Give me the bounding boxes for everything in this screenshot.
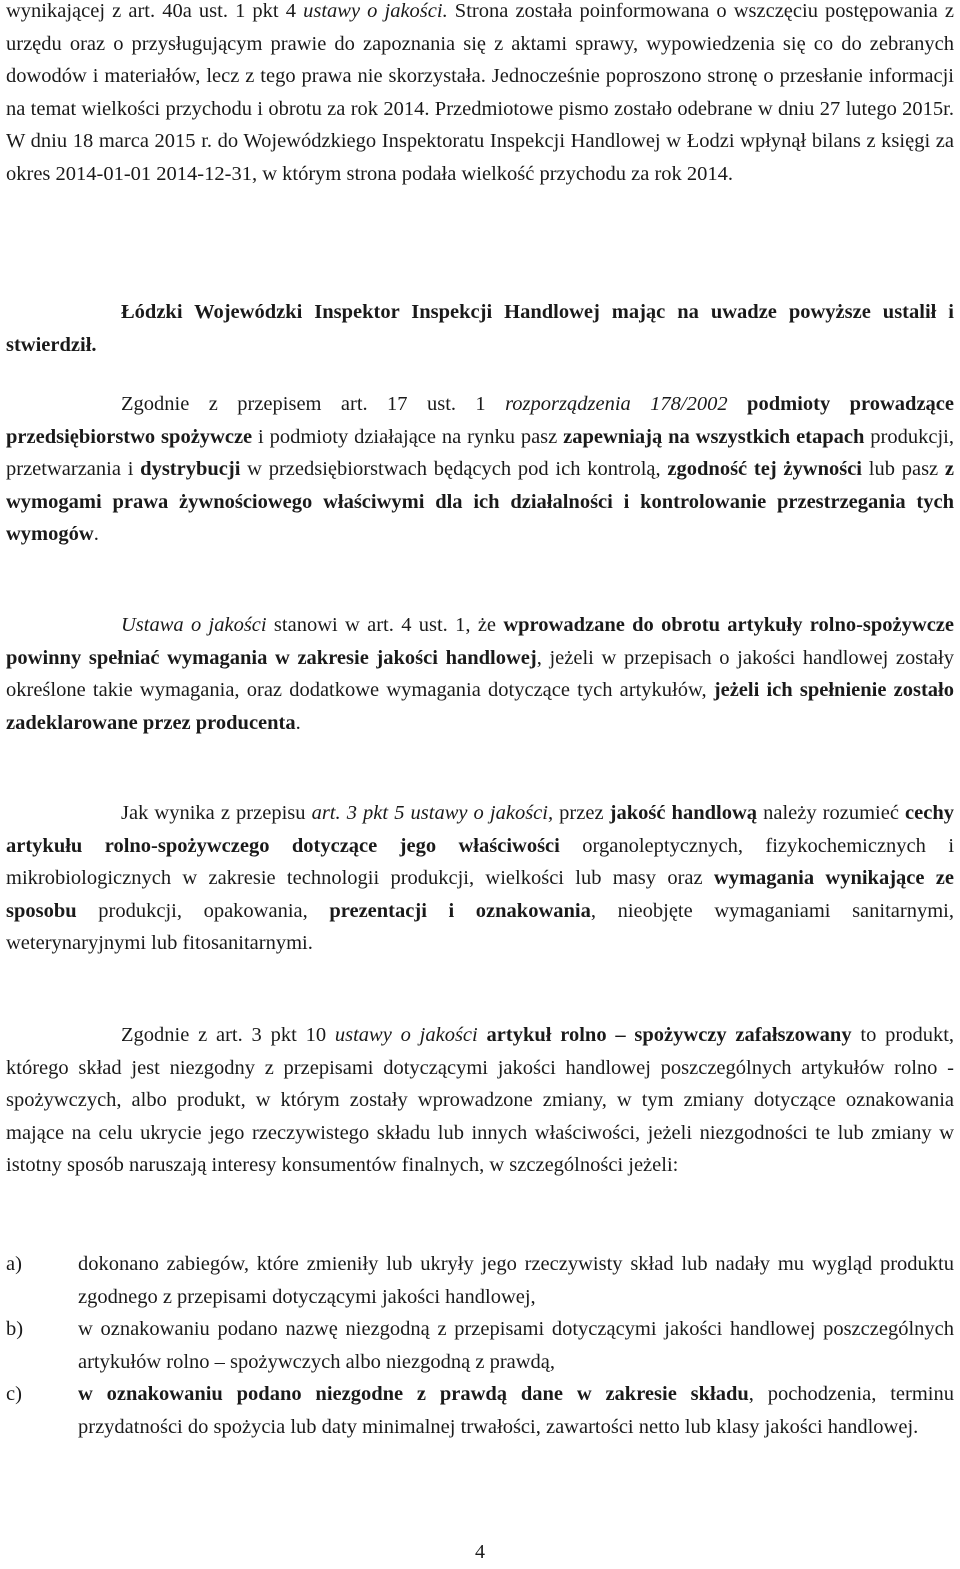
text-span: z wymogami prawa żywnościowego właściwymi dla ich działalności i kontrolowanie przestrzegania tych wymogów [6,458,955,546]
text-span: Jak wynika z przepisu [121,802,312,824]
list-marker: a) [6,1253,22,1275]
text-span: dystrybucji [140,458,241,481]
text-span: i podmioty działające na rynku pasz [252,425,564,448]
text-span: . [295,711,301,734]
text-span: cechy artykułu rolno-spożywczego dotyczące jego właściwości [6,802,954,857]
text-span: , nieobjęte wymaganiami sanitarnymi, weterynaryjnymi lub fitosanitarnymi. [6,899,954,955]
criteria-list [6,1248,954,1444]
text-span: produkcji, opakowania, [76,899,330,922]
text-span: Strona została poinformowana o wszczęciu postępowania z urzędu oraz o przysługującym prawie do zapoznania się z aktami sprawy, wypowiedzenia się co do zebranych dowodów i materiałów, lecz z tego prawa nie skorzystała. Jednocześnie poproszono stronę o przesłanie informacji na temat wielkości przychodu i obrotu za rok 2014. Przedmiotowe pismo zostało odebrane w dniu 27 lutego 2015r. W dniu 18 marca 2015 r. do Wojewódzkiego Inspektoratu Inspekcji Handlowej w Łodzi wpłynął bilans z księgi za okres 2014-01-01 2014-12-31, w którym strona podała wielkość przychodu za rok 2014. [6,0,954,185]
text-span: lub pasz [862,458,945,481]
paragraph-art4 [6,609,954,739]
paragraph-proceedings [6,0,954,191]
paragraph-art3-pkt10 [6,1019,954,1182]
text-span: wymagania wynikające ze sposobu [6,867,954,922]
text-span: zapewniają na wszystkich etapach [563,425,865,448]
list-item-text: w oznakowaniu podano nazwę niezgodną z przepisami dotyczącymi jakości handlowej poszczególnych artykułów rolno – spożywczych albo niezgodną z prawdą, [78,1318,954,1373]
paragraph-regulation-178 [6,388,954,551]
text-span: zgodność tej żywności [667,458,862,481]
text-span: Zgodnie z art. 3 pkt 10 [121,1024,335,1046]
text-span: wynikającej z art. 40a ust. 1 pkt 4 [6,0,304,22]
text-span: ustawy o jakości. [303,0,448,22]
text-span: organoleptycznych, fizykochemicznych i mikrobiologicznych w zakresie technologii produkcji, wielkości lub masy oraz [6,834,955,890]
paragraph-inspector-statement: Łódzki Wojewódzki Inspektor Inspekcji Handlowej mając na uwadze powyższe ustalił i stwierdził. [6,301,954,356]
text-span: art. 3 pkt 5 ustawy o jakości, [311,802,554,824]
text-span: artykuł rolno – spożywczy zafałszowany [486,1024,852,1046]
text-span: rozporządzenia 178/2002 [505,393,728,415]
text-span: produkcji, przetwarzania i [6,425,954,481]
list-item-text [78,1378,954,1443]
text-span: stanowi w art. 4 ust. 1, że [266,614,504,636]
list-item [6,1378,954,1443]
text-span: prezentacji i oznakowania [329,899,591,922]
text-span: ustawy o jakości [334,1024,478,1046]
list-item [6,1248,954,1313]
text-span: przez [553,802,610,824]
text-span: w przedsiębiorstwach będących pod ich kontrolą, [240,458,668,481]
text-span: jeżeli ich spełnienie zostało zadeklarowane przez producenta [6,679,954,734]
paragraph-art3-pkt5 [6,797,954,960]
text-span: , jeżeli w przepisach o jakości handlowej zostały określone takie wymagania, oraz dodatkowe wymagania dotyczące tych artykułów, [6,646,954,702]
list-marker: b) [6,1318,24,1341]
list-item-text: dokonano zabiegów, które zmieniły lub ukryły jego rzeczywisty skład lub nadały mu wygląd produktu zgodnego z przepisami dotyczącymi jakości handlowej, [78,1253,954,1308]
text-span: w oznakowaniu podano niezgodne z prawdą dane w zakresie składu [78,1383,749,1406]
text-span: jakość handlową [609,802,758,824]
text-span: Ustawa o jakości [121,614,267,636]
text-span: podmioty prowadzące przedsiębiorstwo spożywcze [6,393,954,448]
text-span: Zgodnie z przepisem art. 17 ust. 1 [121,393,506,415]
text-span: należy rozumieć [757,802,906,824]
text-span: wprowadzane do obrotu artykuły rolno-spożywcze powinny spełniać wymagania w zakresie jakości handlowej [6,614,955,669]
text-span: . [93,523,99,546]
list-item [6,1313,954,1378]
list-marker: c) [6,1383,22,1406]
page-number: 4 [475,1541,485,1563]
text-span: , pochodzenia, terminu przydatności do spożycia lub daty minimalnej trwałości, zawartości netto lub klasy jakości handlowej. [78,1383,954,1438]
text-span: to produkt, którego skład jest niezgodny z przepisami dotyczącymi jakości handlowej poszczególnych artykułów rolno - spożywczych, albo produkt, w którym zostały wprowadzone zmiany, w tym zmiany dotyczące oznakowania mające na celu ukrycie jego rzeczywistego składu lub innych właściwości, jeżeli niezgodności te lub zmiany w istotny sposób naruszają interesy konsumentów finalnych, w szczególności jeżeli: [6,1024,955,1177]
